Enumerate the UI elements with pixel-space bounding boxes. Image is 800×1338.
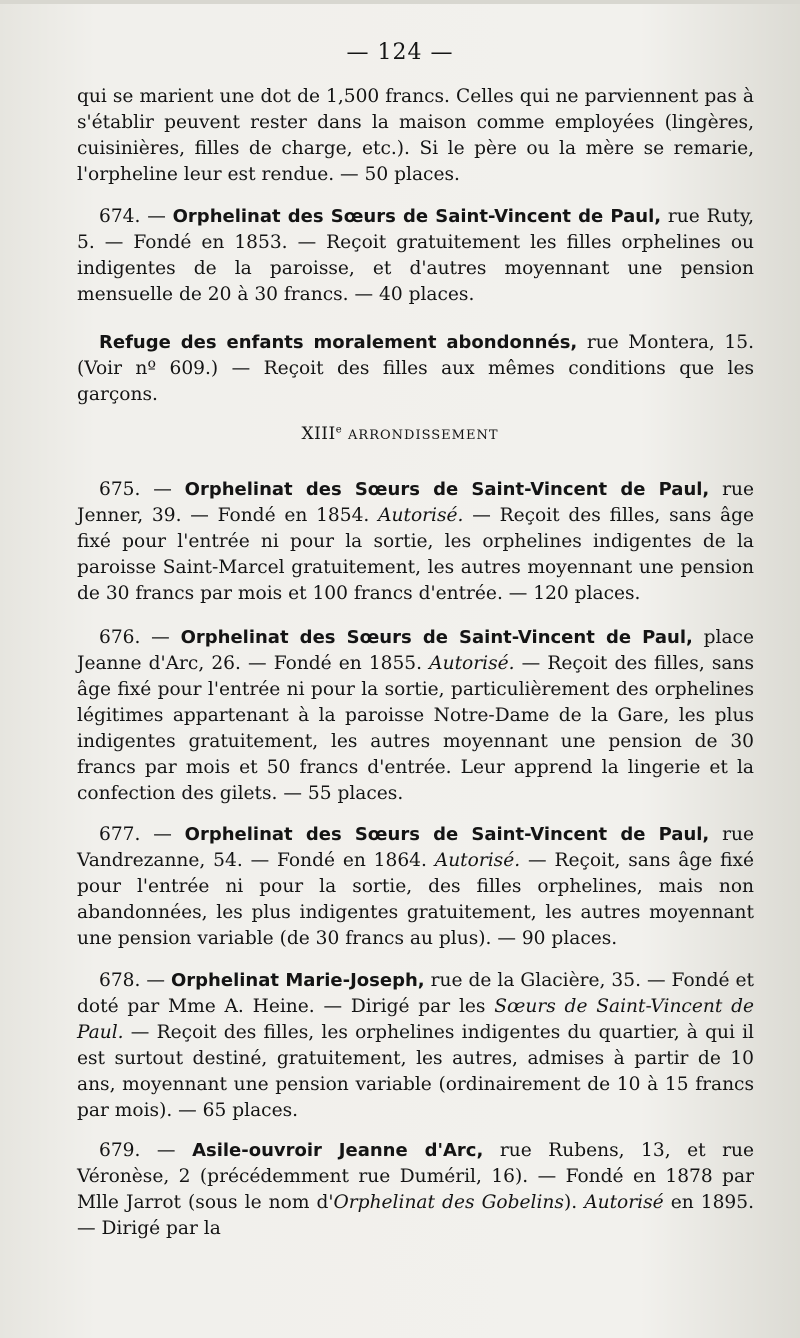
continuation-paragraph: qui se marient une dot de 1,500 francs. Celles qui ne parviennent pas à s'établir peuvent rester dans la maison comme employées (lingères, cuisinières, filles de charge, etc.). Si le père ou la mère se remarie, l'orpheline leur est rendue. — 50 places. bbox=[77, 86, 754, 185]
entry-title: Orphelinat des Sœurs de Saint-Vincent de Paul, bbox=[184, 824, 710, 845]
entry-italic: Orphelinat des Gobelins bbox=[333, 1192, 564, 1213]
entry-text: — Reçoit des filles, sans âge fixé pour l'entrée ni pour la sortie, particulièrement des orphelines légitimes appartenant à la paroisse Notre-Dame de la Gare, les plus indigentes gratuitement, les autres moyennant une pension de 30 francs par mois et 50 francs d'entrée. Leur apprend la lingerie et la confection des gilets. — 55 places. bbox=[77, 653, 755, 804]
entry-text: rue Jenner, 39. — Fondé en 1854. bbox=[77, 479, 754, 526]
entry-italic: Autorisé. bbox=[434, 850, 521, 871]
entry-title: Asile-ouvroir Jeanne d'Arc, bbox=[192, 1140, 484, 1161]
entry-number: 678. — bbox=[99, 970, 165, 991]
page-edge bbox=[0, 0, 800, 4]
entry-text: en 1895. — Dirigé par la bbox=[77, 1192, 754, 1239]
entry-674 bbox=[77, 204, 754, 308]
entry-676 bbox=[77, 625, 754, 807]
entry-text: — Reçoit des filles, sans âge fixé pour l'entrée ni pour la sortie, les orphelines indigentes de la paroisse Saint-Marcel gratuitement, les autres moyennant une pension de 30 francs par mois et 100 francs d'entrée. — 120 places. bbox=[77, 505, 754, 604]
entry-text: ). bbox=[563, 1192, 578, 1213]
entry-title: Orphelinat des Sœurs de Saint-Vincent de Paul, bbox=[172, 206, 662, 227]
entry-title: Orphelinat Marie-Joseph, bbox=[170, 970, 425, 991]
entry-text: rue Montera, 15. (Voir nº 609.) — Reçoit des filles aux mêmes conditions que les garçons. bbox=[77, 332, 754, 405]
entry-title: Refuge des enfants moralement abondonnés, bbox=[99, 332, 578, 353]
section-heading bbox=[0, 424, 800, 444]
page-number: — 124 — bbox=[346, 40, 454, 65]
entry-677 bbox=[77, 822, 754, 952]
entry-text: rue Rubens, 13, et rue Véronèse, 2 (précédemment rue Duméril, 16). — Fondé en 1878 par Mlle Jarrot (sous le nom d' bbox=[77, 1140, 755, 1213]
entry-number: 676. — bbox=[99, 627, 170, 648]
section-numeral: XIII bbox=[301, 424, 336, 444]
entry-italic: Autorisé. bbox=[429, 653, 515, 674]
entry-text: place Jeanne d'Arc, 26. — Fondé en 1855. bbox=[77, 627, 754, 674]
entry-number: 679. — bbox=[99, 1140, 176, 1161]
entry-number: 674. — bbox=[99, 206, 166, 227]
entry-text: rue de la Glacière, 35. — Fondé et doté par Mme A. Heine. — Dirigé par les bbox=[77, 970, 754, 1017]
entry-678 bbox=[77, 968, 754, 1124]
entry-675 bbox=[77, 477, 754, 607]
entry-italic: Autorisé bbox=[584, 1192, 664, 1213]
entry-text: rue Ruty, 5. — Fondé en 1853. — Reçoit gratuitement les filles orphelines ou indigentes de la paroisse, et d'autres moyennant une pension mensuelle de 20 à 30 francs. — 40 places. bbox=[77, 206, 754, 305]
entry-text: rue Vandrezanne, 54. — Fondé en 1864. bbox=[77, 824, 754, 871]
entry-text: — Reçoit des filles, les orphelines indigentes du quartier, à qui il est surtout destiné, gratuitement, les autres, admises à partir de 10 ans, moyennant une pension variable (ordinairement de 10 à 15 francs par mois). — 65 places. bbox=[77, 1022, 754, 1121]
entry-title: Orphelinat des Sœurs de Saint-Vincent de Paul, bbox=[180, 627, 693, 648]
entry-679 bbox=[77, 1138, 754, 1242]
entry-refuge bbox=[77, 330, 754, 408]
section-label: ARRONDISSEMENT bbox=[348, 428, 499, 443]
entry-italic: Autorisé. bbox=[378, 505, 464, 526]
entry-title: Orphelinat des Sœurs de Saint-Vincent de Paul, bbox=[184, 479, 710, 500]
entry-text: — Reçoit, sans âge fixé pour l'entrée ni pour la sortie, des filles orphelines, mais non abandonnées, les plus indigentes gratuitement, les autres moyennant une pension variable (de 30 francs au plus). — 90 places. bbox=[77, 850, 754, 949]
entry-italic: Sœurs de Saint-Vincent de Paul. bbox=[77, 996, 754, 1043]
entry-number: 677. — bbox=[99, 824, 172, 845]
entry-number: 675. — bbox=[99, 479, 172, 500]
section-sup: e bbox=[335, 424, 343, 436]
